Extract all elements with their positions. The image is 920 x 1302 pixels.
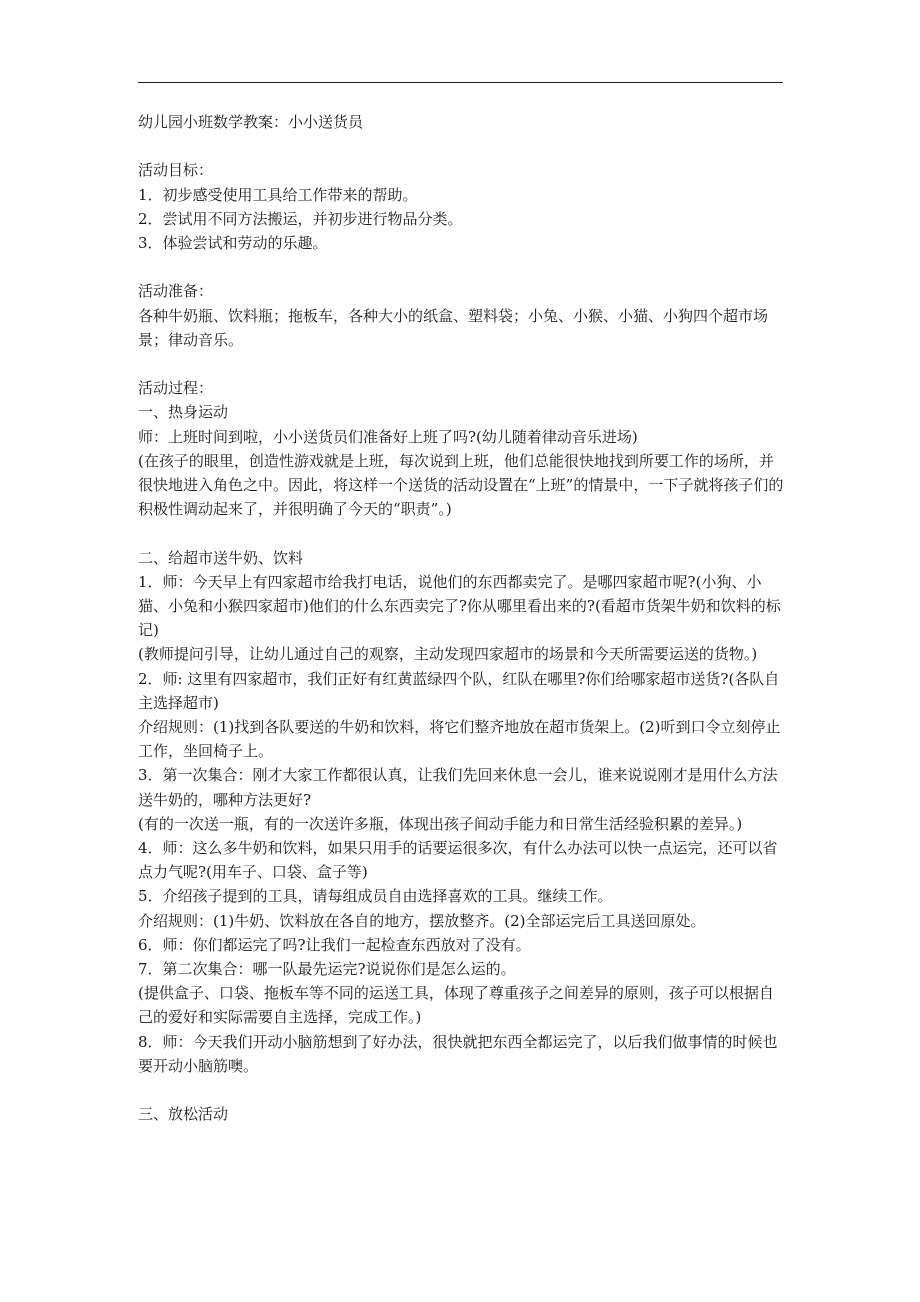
paragraph: (有的一次送一瓶，有的一次送许多瓶，体现出孩子间动手能力和日常生活经验积累的差异。) — [138, 814, 743, 833]
spacer — [138, 134, 788, 158]
goal-item: 3．体验尝试和劳动的乐趣。 — [138, 234, 328, 252]
goals-heading: 活动目标： — [138, 161, 214, 180]
paragraph: 4．师：这么多牛奶和饮料，如果只用手的话要运很多次，有什么办法可以快一点运完，还可以省点力气呢?(用车子、口袋、盒子等) — [138, 839, 778, 882]
paragraph: 5．介绍孩子提到的工具，请每组成员自由选择喜欢的工具。继续工作。 — [138, 887, 613, 906]
goal-item: 2．尝试用不同方法搬运，并初步进行物品分类。 — [138, 209, 463, 228]
spacer — [138, 352, 788, 376]
spacer — [138, 255, 788, 279]
paragraph: 7．第二次集合：哪一队最先运完?说说你们是怎么运的。 — [138, 960, 516, 979]
paragraph: 介绍规则：(1)牛奶、饮料放在各自的地方，摆放整齐。(2)全部运完后工具送回原处。 — [138, 911, 706, 930]
section-heading: 二、给超市送牛奶、饮料 — [138, 548, 304, 567]
paragraph: 3．第一次集合：刚才大家工作都很认真，让我们先回来休息一会儿，谁来说说刚才是用什么方法送牛奶的，哪种方法更好? — [138, 766, 778, 809]
process-heading: 活动过程： — [138, 379, 214, 398]
paragraph: (在孩子的眼里，创造性游戏就是上班，每次说到上班，他们总能很快地找到所要工作的场所，并很快地进入角色之中。因此，将这样一个送货的活动设置在“上班”的情景中，一下子就将孩子们的积极性调动起来了，并很明确了今天的“职责”。) — [138, 451, 784, 519]
document-title: 幼儿园小班数学教案：小小送货员 — [138, 113, 364, 131]
spacer — [138, 521, 788, 545]
header-rule — [138, 82, 783, 83]
paragraph: 介绍规则：(1)找到各队要送的牛奶和饮料，将它们整齐地放在超市货架上。(2)听到口令立刻停止工作，坐回椅子上。 — [138, 718, 781, 761]
preparation-heading: 活动准备： — [138, 282, 214, 301]
paragraph: 师：上班时间到啦，小小送货员们准备好上班了吗?(幼儿随着律动音乐进场) — [138, 427, 638, 446]
document-body — [138, 110, 788, 1126]
spacer — [138, 1078, 788, 1102]
preparation-text: 各种牛奶瓶、饮料瓶；拖板车，各种大小的纸盒、塑料袋；小兔、小猴、小猫、小狗四个超市场景；律动音乐。 — [138, 306, 769, 349]
paragraph: (教师提问引导，让幼儿通过自己的观察，主动发现四家超市的场景和今天所需要运送的货物。) — [138, 645, 758, 664]
paragraph: (提供盒子、口袋、拖板车等不同的运送工具，体现了尊重孩子之间差异的原则，孩子可以根据自己的爱好和实际需要自主选择，完成工作。) — [138, 984, 774, 1027]
paragraph: 8．师：今天我们开动小脑筋想到了好办法，很快就把东西全都运完了，以后我们做事情的时候也要开动小脑筋噢。 — [138, 1032, 778, 1075]
section-heading: 一、热身运动 — [138, 403, 229, 422]
section-heading: 三、放松活动 — [138, 1105, 229, 1124]
paragraph: 1．师：今天早上有四家超市给我打电话，说他们的东西都卖完了。是哪四家超市呢?(小狗、小猫、小兔和小猴四家超市)他们的什么东西卖完了?你从哪里看出来的?(看超市货架牛奶和饮料的标记) — [138, 572, 781, 640]
paragraph: 2．师: 这里有四家超市，我们正好有红黄蓝绿四个队，红队在哪里?你们给哪家超市送货?(各队自主选择超市) — [138, 669, 780, 712]
paragraph: 6．师：你们都运完了吗?让我们一起检查东西放对了没有。 — [138, 935, 531, 954]
goal-item: 1．初步感受使用工具给工作带来的帮助。 — [138, 185, 418, 204]
